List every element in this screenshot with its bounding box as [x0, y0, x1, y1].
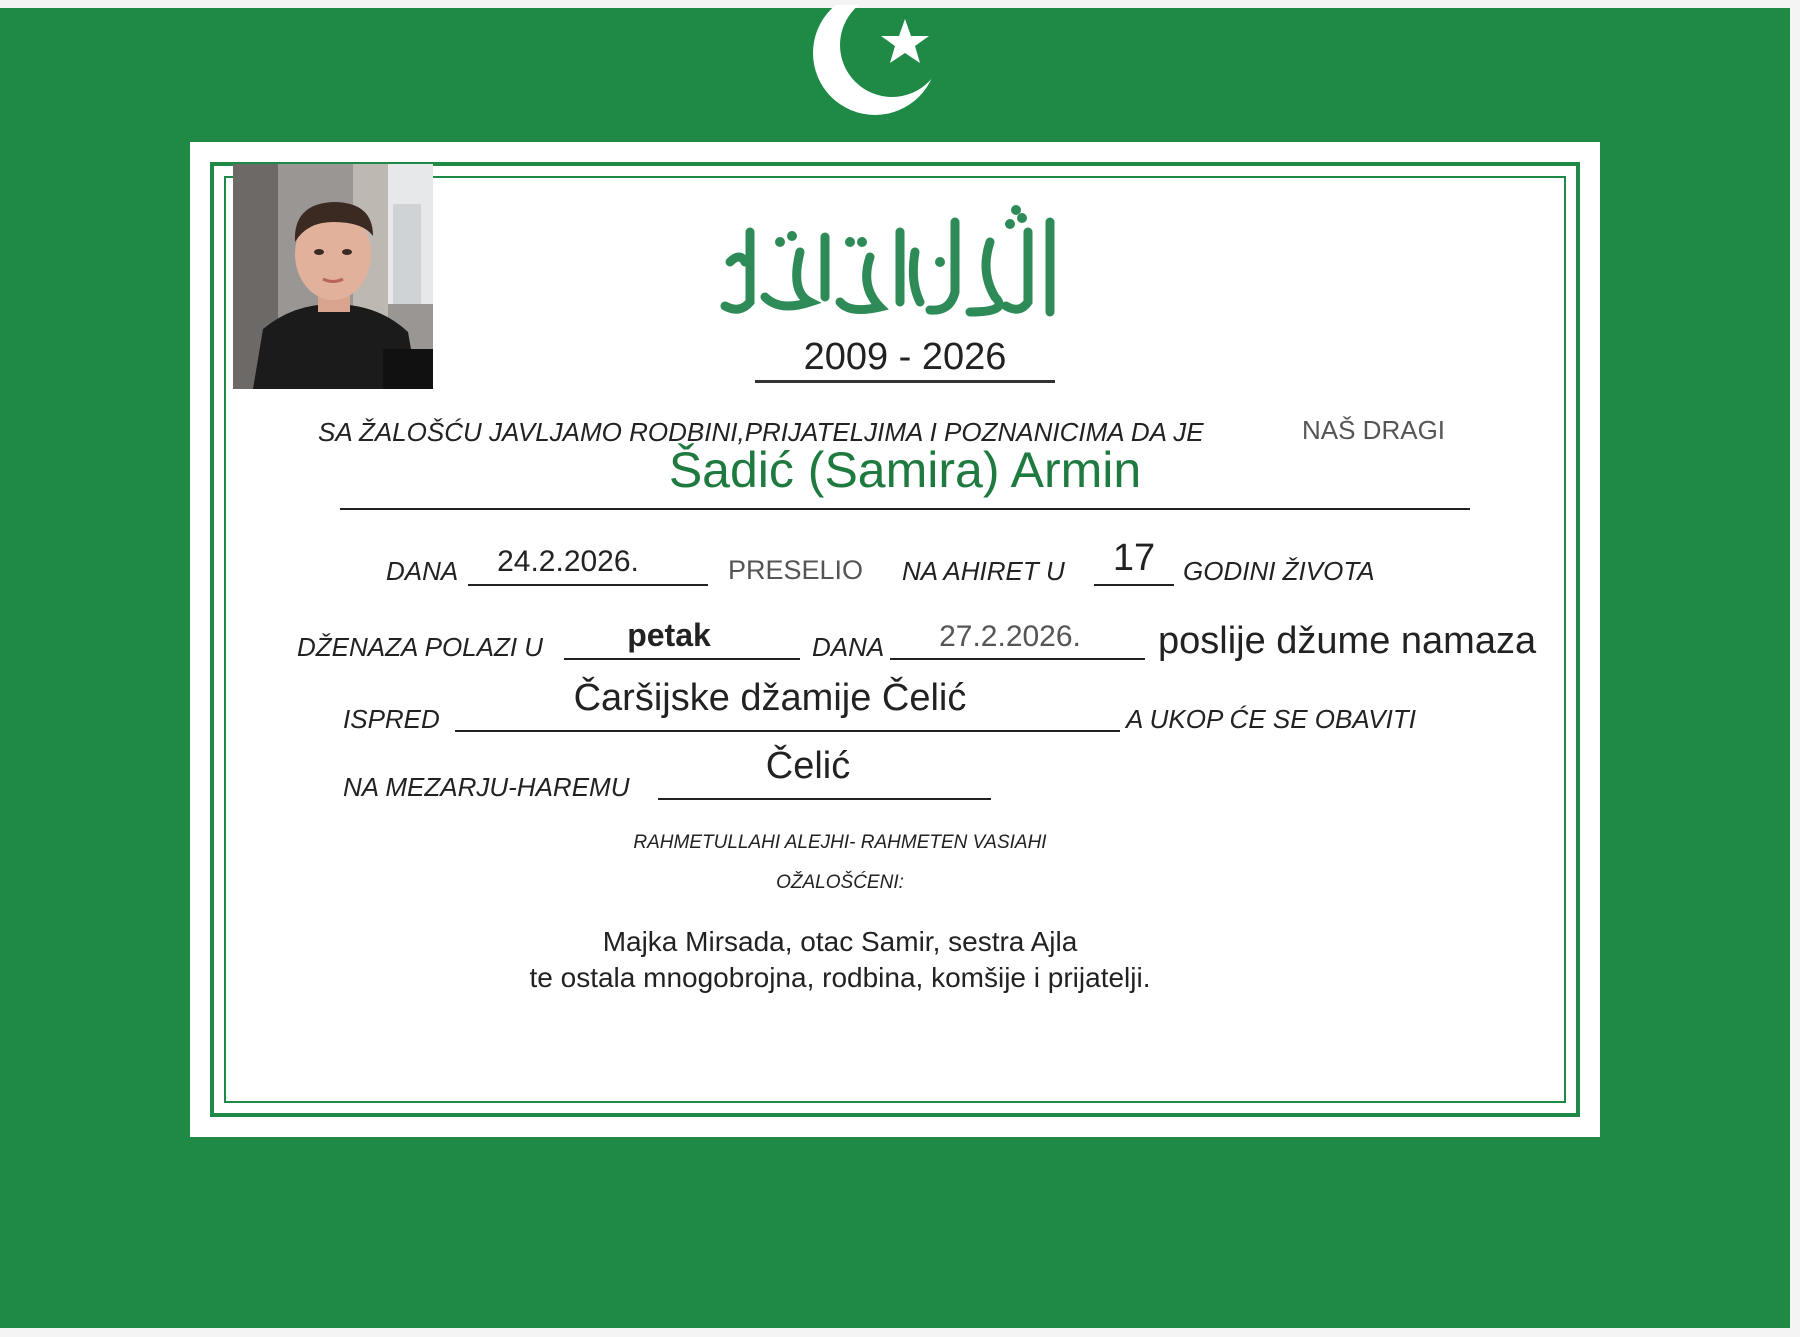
label-dana-death: DANA: [386, 556, 459, 586]
life-years: 2009 - 2026: [755, 334, 1055, 383]
cemetery-underline: [658, 798, 991, 800]
age-underline: [1094, 584, 1174, 586]
label-ukop: A UKOP ĆE SE OBAVITI: [1126, 704, 1416, 734]
age-value: 17: [1112, 537, 1156, 579]
label-ispred: ISPRED: [343, 704, 440, 734]
death-date: 24.2.2026.: [497, 545, 639, 578]
arabic-calligraphy: [710, 202, 1080, 332]
label-mezarje: NA MEZARJU-HAREMU: [343, 772, 630, 802]
funeral-after-prayer: poslije džume namaza: [1158, 620, 1537, 662]
deceased-portrait-photo: [233, 164, 433, 389]
obituary-card: [190, 142, 1600, 1137]
deceased-name: Šadić (Samira) Armin: [668, 442, 1142, 498]
label-dzenaza-polazi: DŽENAZA POLAZI U: [297, 632, 544, 662]
intro-suffix: NAŠ DRAGI: [1302, 415, 1446, 445]
funeral-day: petak: [627, 617, 711, 653]
funeral-date-underline: [890, 658, 1145, 660]
label-dana-funeral: DANA: [812, 632, 885, 662]
label-ahiret: NA AHIRET U: [902, 556, 1065, 586]
mosque-underline: [455, 730, 1120, 732]
funeral-day-underline: [564, 658, 800, 660]
mosque-name: Čaršijske džamije Čelić: [573, 677, 967, 719]
prayer-text: RAHMETULLAHI ALEJHI- RAHMETEN VASIAHI: [633, 832, 1047, 853]
death-date-underline: [468, 584, 708, 586]
label-godini: GODINI ŽIVOTA: [1183, 556, 1375, 586]
label-preselio: PRESELIO: [728, 555, 864, 585]
crescent-star-icon: [805, 5, 965, 125]
mourners-line-2: te ostala mnogobrojna, rodbina, komšije i prijatelji.: [529, 962, 1151, 993]
name-underline: [340, 508, 1470, 510]
mourners-line-1: Majka Mirsada, otac Samir, sestra Ajla: [602, 926, 1078, 957]
intro-text: SA ŽALOŠĆU JAVLJAMO RODBINI,PRIJATELJIMA I POZNANICIMA DA JE: [318, 417, 1204, 447]
funeral-date: 27.2.2026.: [939, 620, 1081, 653]
mourners-label: OŽALOŠĆENI:: [776, 872, 904, 893]
cemetery-place: Čelić: [765, 745, 851, 787]
